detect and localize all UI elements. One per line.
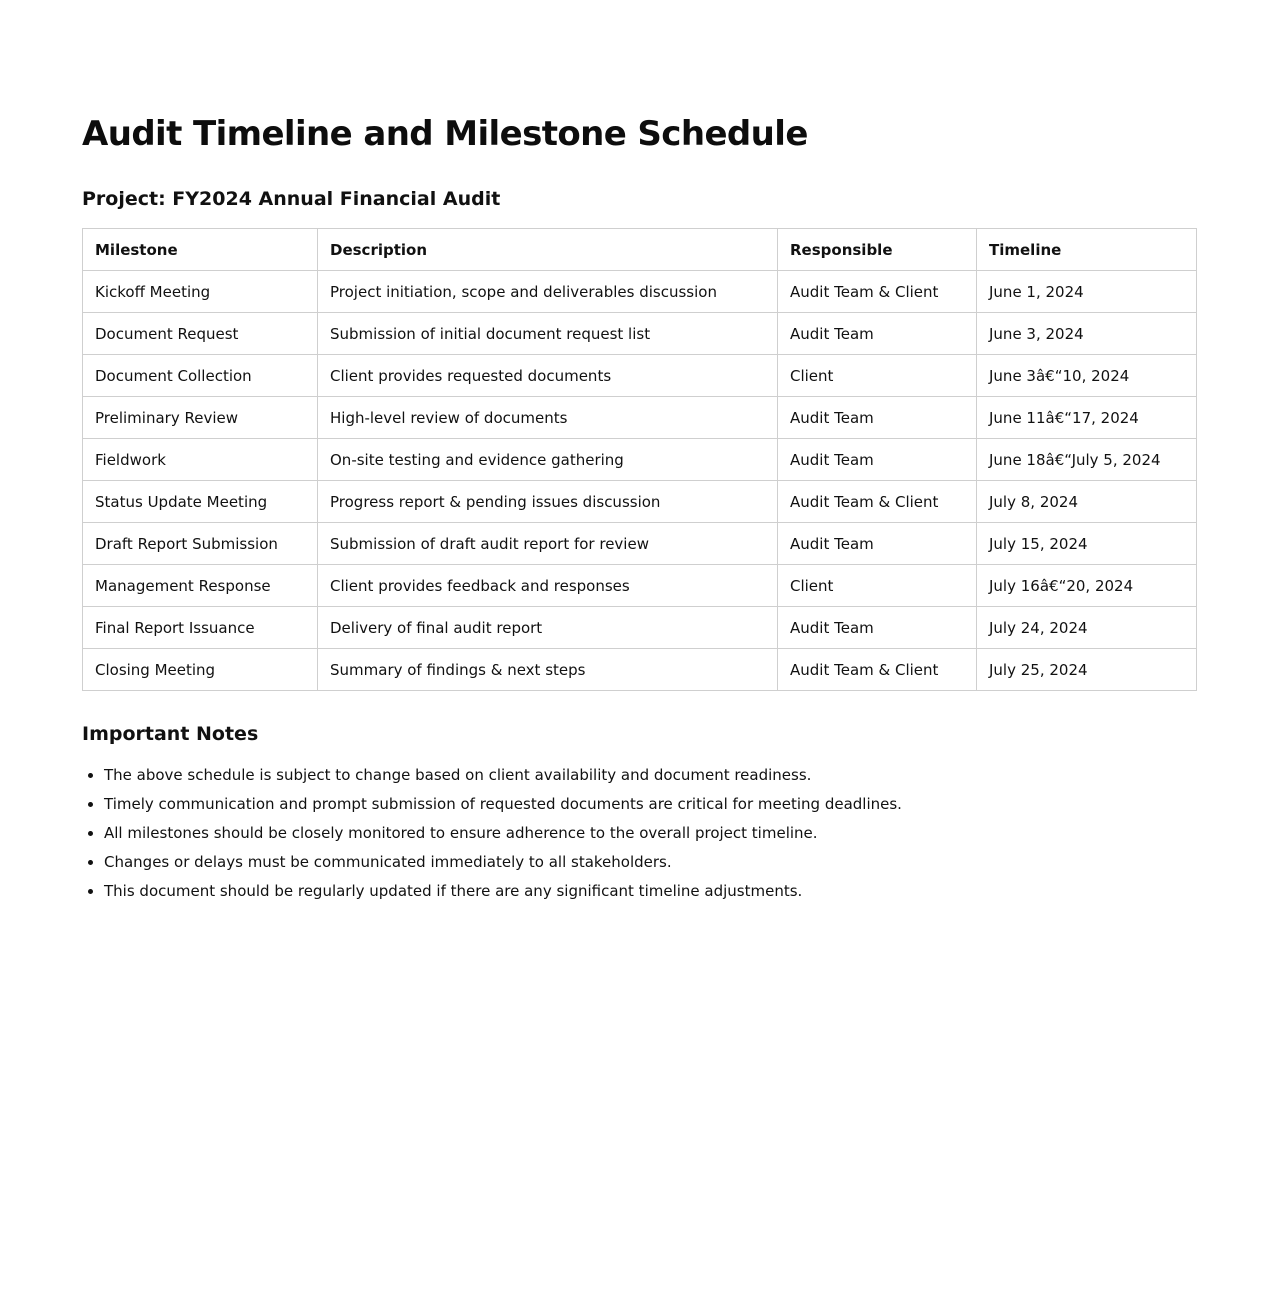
milestone-table bbox=[82, 228, 1197, 691]
cell-timeline: June 1, 2024 bbox=[977, 271, 1197, 313]
cell-milestone: Document Request bbox=[83, 313, 318, 355]
notes-heading: Important Notes bbox=[82, 723, 259, 745]
cell-description: Summary of findings & next steps bbox=[318, 649, 778, 691]
table-row bbox=[83, 481, 1197, 523]
cell-responsible: Audit Team & Client bbox=[778, 481, 977, 523]
cell-description: High-level review of documents bbox=[318, 397, 778, 439]
list-item: • This document should be regularly updated if there are any significant timeline adjustments. bbox=[104, 877, 1196, 906]
list-item: • Changes or delays must be communicated immediately to all stakeholders. bbox=[104, 848, 1196, 877]
header-timeline: Timeline bbox=[977, 229, 1197, 271]
cell-milestone: Management Response bbox=[83, 565, 318, 607]
table-row bbox=[83, 523, 1197, 565]
cell-milestone: Status Update Meeting bbox=[83, 481, 318, 523]
cell-timeline: July 8, 2024 bbox=[977, 481, 1197, 523]
table-row bbox=[83, 397, 1197, 439]
cell-responsible: Client bbox=[778, 355, 977, 397]
table-row bbox=[83, 607, 1197, 649]
table-row bbox=[83, 649, 1197, 691]
cell-description: Client provides requested documents bbox=[318, 355, 778, 397]
cell-timeline: July 15, 2024 bbox=[977, 523, 1197, 565]
cell-milestone: Preliminary Review bbox=[83, 397, 318, 439]
cell-responsible: Audit Team bbox=[778, 523, 977, 565]
cell-responsible: Audit Team bbox=[778, 397, 977, 439]
cell-description: Submission of initial document request list bbox=[318, 313, 778, 355]
table-row bbox=[83, 439, 1197, 481]
notes-list bbox=[82, 761, 1196, 906]
header-milestone: Milestone bbox=[83, 229, 318, 271]
cell-timeline: June 18â€“July 5, 2024 bbox=[977, 439, 1197, 481]
cell-responsible: Client bbox=[778, 565, 977, 607]
cell-description: Progress report & pending issues discussion bbox=[318, 481, 778, 523]
list-item: • Timely communication and prompt submission of requested documents are critical for meeting deadlines. bbox=[104, 790, 1196, 819]
cell-description: Submission of draft audit report for review bbox=[318, 523, 778, 565]
table-header-row bbox=[83, 229, 1197, 271]
table-row bbox=[83, 565, 1197, 607]
table-row bbox=[83, 313, 1197, 355]
cell-description: Project initiation, scope and deliverables discussion bbox=[318, 271, 778, 313]
cell-milestone: Kickoff Meeting bbox=[83, 271, 318, 313]
cell-responsible: Audit Team & Client bbox=[778, 271, 977, 313]
cell-responsible: Audit Team bbox=[778, 607, 977, 649]
cell-timeline: June 11â€“17, 2024 bbox=[977, 397, 1197, 439]
list-item: • All milestones should be closely monitored to ensure adherence to the overall project timeline. bbox=[104, 819, 1196, 848]
cell-timeline: June 3, 2024 bbox=[977, 313, 1197, 355]
list-item: • The above schedule is subject to change based on client availability and document readiness. bbox=[104, 761, 1196, 790]
cell-milestone: Closing Meeting bbox=[83, 649, 318, 691]
header-description: Description bbox=[318, 229, 778, 271]
cell-responsible: Audit Team bbox=[778, 313, 977, 355]
cell-responsible: Audit Team bbox=[778, 439, 977, 481]
cell-description: Delivery of final audit report bbox=[318, 607, 778, 649]
cell-timeline: June 3â€“10, 2024 bbox=[977, 355, 1197, 397]
cell-timeline: July 24, 2024 bbox=[977, 607, 1197, 649]
cell-timeline: July 16â€“20, 2024 bbox=[977, 565, 1197, 607]
header-responsible: Responsible bbox=[778, 229, 977, 271]
page-title: Audit Timeline and Milestone Schedule bbox=[82, 114, 808, 154]
cell-milestone: Document Collection bbox=[83, 355, 318, 397]
cell-description: Client provides feedback and responses bbox=[318, 565, 778, 607]
cell-milestone: Final Report Issuance bbox=[83, 607, 318, 649]
cell-responsible: Audit Team & Client bbox=[778, 649, 977, 691]
cell-timeline: July 25, 2024 bbox=[977, 649, 1197, 691]
table-row bbox=[83, 355, 1197, 397]
project-subtitle: Project: FY2024 Annual Financial Audit bbox=[82, 188, 501, 210]
table-row bbox=[83, 271, 1197, 313]
cell-milestone: Fieldwork bbox=[83, 439, 318, 481]
cell-milestone: Draft Report Submission bbox=[83, 523, 318, 565]
cell-description: On-site testing and evidence gathering bbox=[318, 439, 778, 481]
